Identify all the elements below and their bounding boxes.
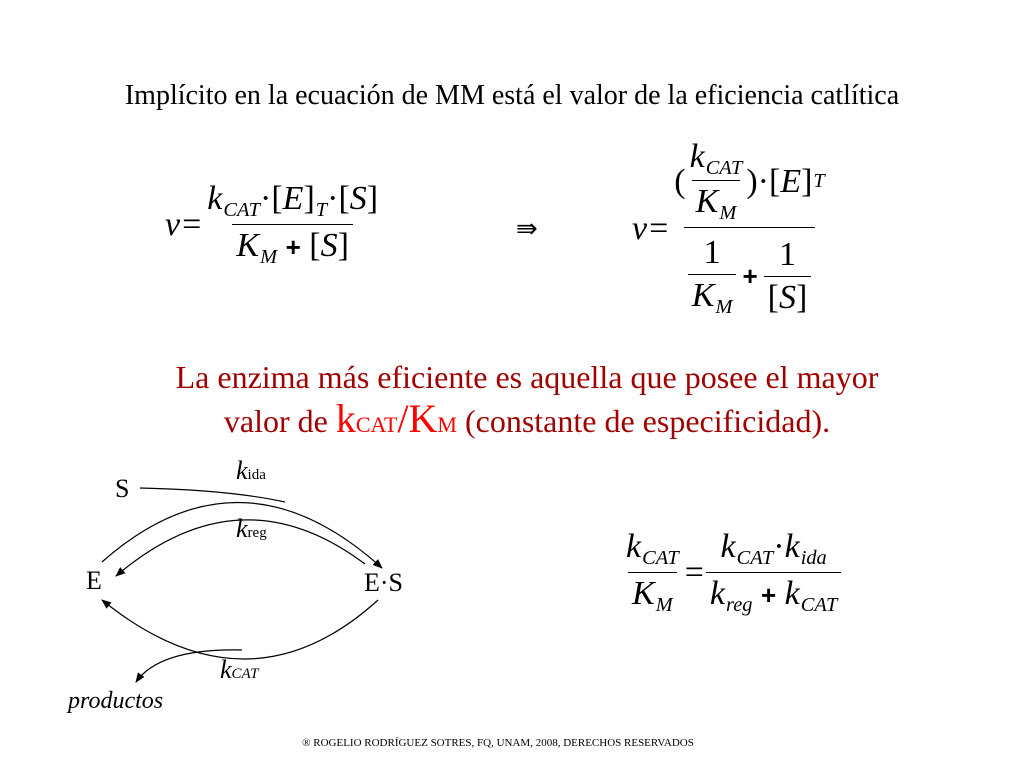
slide-title: Implícito en la ecuación de MM está el valor de la eficiencia catlítica [124,80,900,111]
equals-sign-2: = [649,209,669,247]
rearranged-numerator: ( $\frac{k_{CAT}}{K_M}$ )·[ E ] T [674,138,825,225]
copyright-footer: ® ROGELIO RODRÍGUEZ SOTRES, FQ, UNAM, 2008, DERECHOS RESERVADOS [302,737,694,749]
rearranged-fraction [670,138,828,319]
statement-line-1: La enzima más eficiente es aquella que posee el mayor [175,359,879,395]
equals-sign: = [182,205,202,243]
mm-denominator: $K_M + [S]$ [232,224,353,269]
specificity-lhs: $\frac{k_{CAT}}{K_M}$ [626,528,679,617]
velocity-symbol: v [165,205,181,243]
mm-equation-rearranged [632,138,829,319]
equals-sign-3: = [684,553,704,591]
mm-numerator: $k_{CAT}\cdot[E]_T\cdot[S]$ [207,180,379,222]
substrate-join-arrow [140,488,285,502]
k-ida-label: kida [236,456,266,485]
substrate-label: S [115,474,130,503]
k-cat-label: kCAT [220,655,259,684]
mm-equation [165,180,382,269]
complex-label: E·S [364,568,403,597]
products-label: productos [68,688,164,714]
velocity-symbol-2: v [632,209,648,247]
statement-line-2: valor de kCAT/KM (constante de especificidad). [223,396,831,441]
enzyme-label: E [86,566,102,595]
rearranged-denominator: $\frac{1}{K_M}$ + $\frac{1}{[S]}$ [684,227,816,319]
implies-arrow: ⇛ [516,214,538,244]
k-reg-label: kreg [236,514,267,543]
specificity-rhs: $\frac{k_{CAT}\cdot k_{ida}}{k_{reg} + k_{CAT}}$ [706,528,841,617]
specificity-equation [622,528,841,617]
mm-fraction [203,180,382,269]
efficiency-statement [0,356,1024,446]
